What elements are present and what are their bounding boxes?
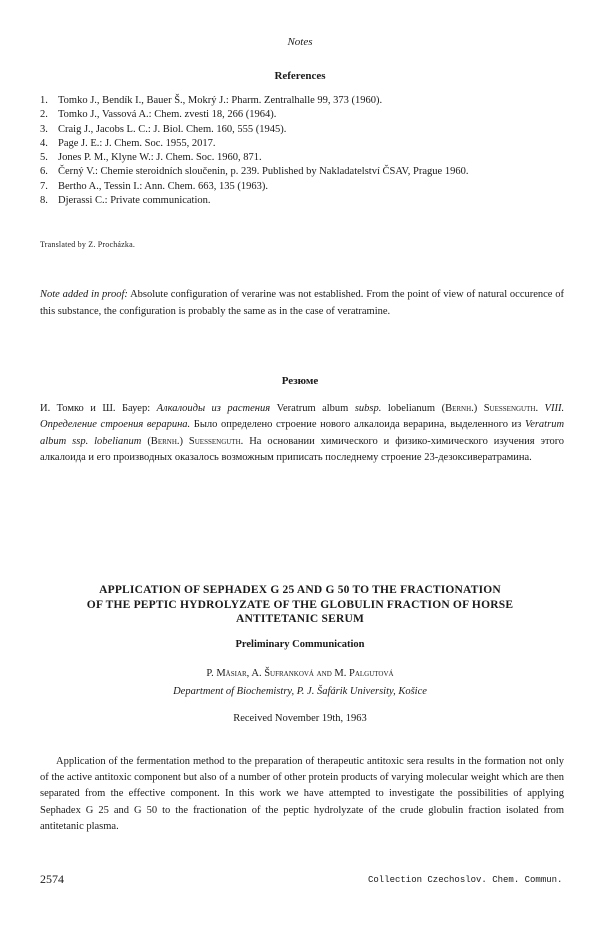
reference-item: 5. Jones P. M., Klyne W.: J. Chem. Soc. 1960, 871. [40, 152, 262, 164]
note-label: Note added in proof: [40, 289, 128, 300]
journal-name: Collection Czechoslov. Chem. Commun. [368, 875, 563, 885]
references-list [40, 94, 572, 208]
article-subtitle: Preliminary Communication [235, 639, 365, 650]
resume-heading: Резюме [281, 375, 319, 387]
references-heading: References [274, 70, 326, 82]
translator-credit: Translated by Z. Procházka. [40, 240, 136, 249]
page-number: 2574 [40, 872, 64, 886]
article-body: Application of the fermentation method to the preparation of therapeutic antitoxic sera results in the formation not only of the active antitoxic component but also of a number of other protein products of varying molecular weight which are then separated from the effective component. In this work we have attempted to investigate the possibilities of applying Sephadex G 25 and G 50 to the fractionation of the peptic hydrolyzate of the crude globulin fraction isolated from antitetanic plasma. [40, 756, 564, 832]
reference-item: 8. Djerassi C.: Private communication. [40, 195, 211, 207]
reference-item: 1. Tomko J., Bendík I., Bauer Š., Mokrý J.: Pharm. Zentralhalle 99, 373 (1960). [40, 95, 383, 106]
article-title: APPLICATION OF SEPHADEX G 25 AND G 50 TO THE FRACTIONATION OF THE PEPTIC HYDROLYZATE OF THE GLOBULIN FRACTION OF HORSE ANTITETANIC SERUM [86, 584, 514, 625]
received-date: Received November 19th, 1963 [233, 713, 367, 724]
running-header: Notes [287, 36, 313, 48]
resume-paragraph: И. Томко и Ш. Бауер: Алкалоиды из растения Veratrum album subsp. lobelianum (Bernh.) Suessenguth. VIII. Определение строения верарина. Было определено строение нового алкалоида верарина, выделенного из Veratrum album ssp. lobelianum (Bernh.) Suessenguth. На основании химического и физико-химического изучения этого алкалоида и его производных оказалось возможным приписать последнему строение 23-дезоксивератрамина. [40, 403, 565, 463]
resume-authors: И. Томко и Ш. Бауер: [40, 403, 151, 414]
reference-item: 2. Tomko J., Vassová A.: Chem. zvesti 18, 266 (1964). [40, 109, 277, 121]
article-authors: P. Mäsiar, A. Šufranková and M. Palgutová [206, 668, 394, 679]
reference-item: 4. Page J. E.: J. Chem. Soc. 1955, 2017. [40, 137, 216, 149]
note-added-in-proof [40, 287, 564, 320]
reference-item: 6. Černý V.: Chemie steroidních sloučenin, p. 239. Published by Nakladatelství ČSAV, Prague 1960. [40, 166, 469, 178]
reference-item: 3. Craig J., Jacobs L. C.: J. Biol. Chem. 160, 555 (1945). [40, 123, 287, 135]
article-department: Department of Biochemistry, P. J. Šafárik University, Košice [173, 686, 427, 697]
note-text: Absolute configuration of verarine was not established. From the point of view of natural occurence of this substance, the configuration is probably the same as in the case of veratramine. [40, 289, 564, 317]
reference-item: 7. Bertho A., Tessin I.: Ann. Chem. 663, 135 (1963). [40, 180, 268, 192]
